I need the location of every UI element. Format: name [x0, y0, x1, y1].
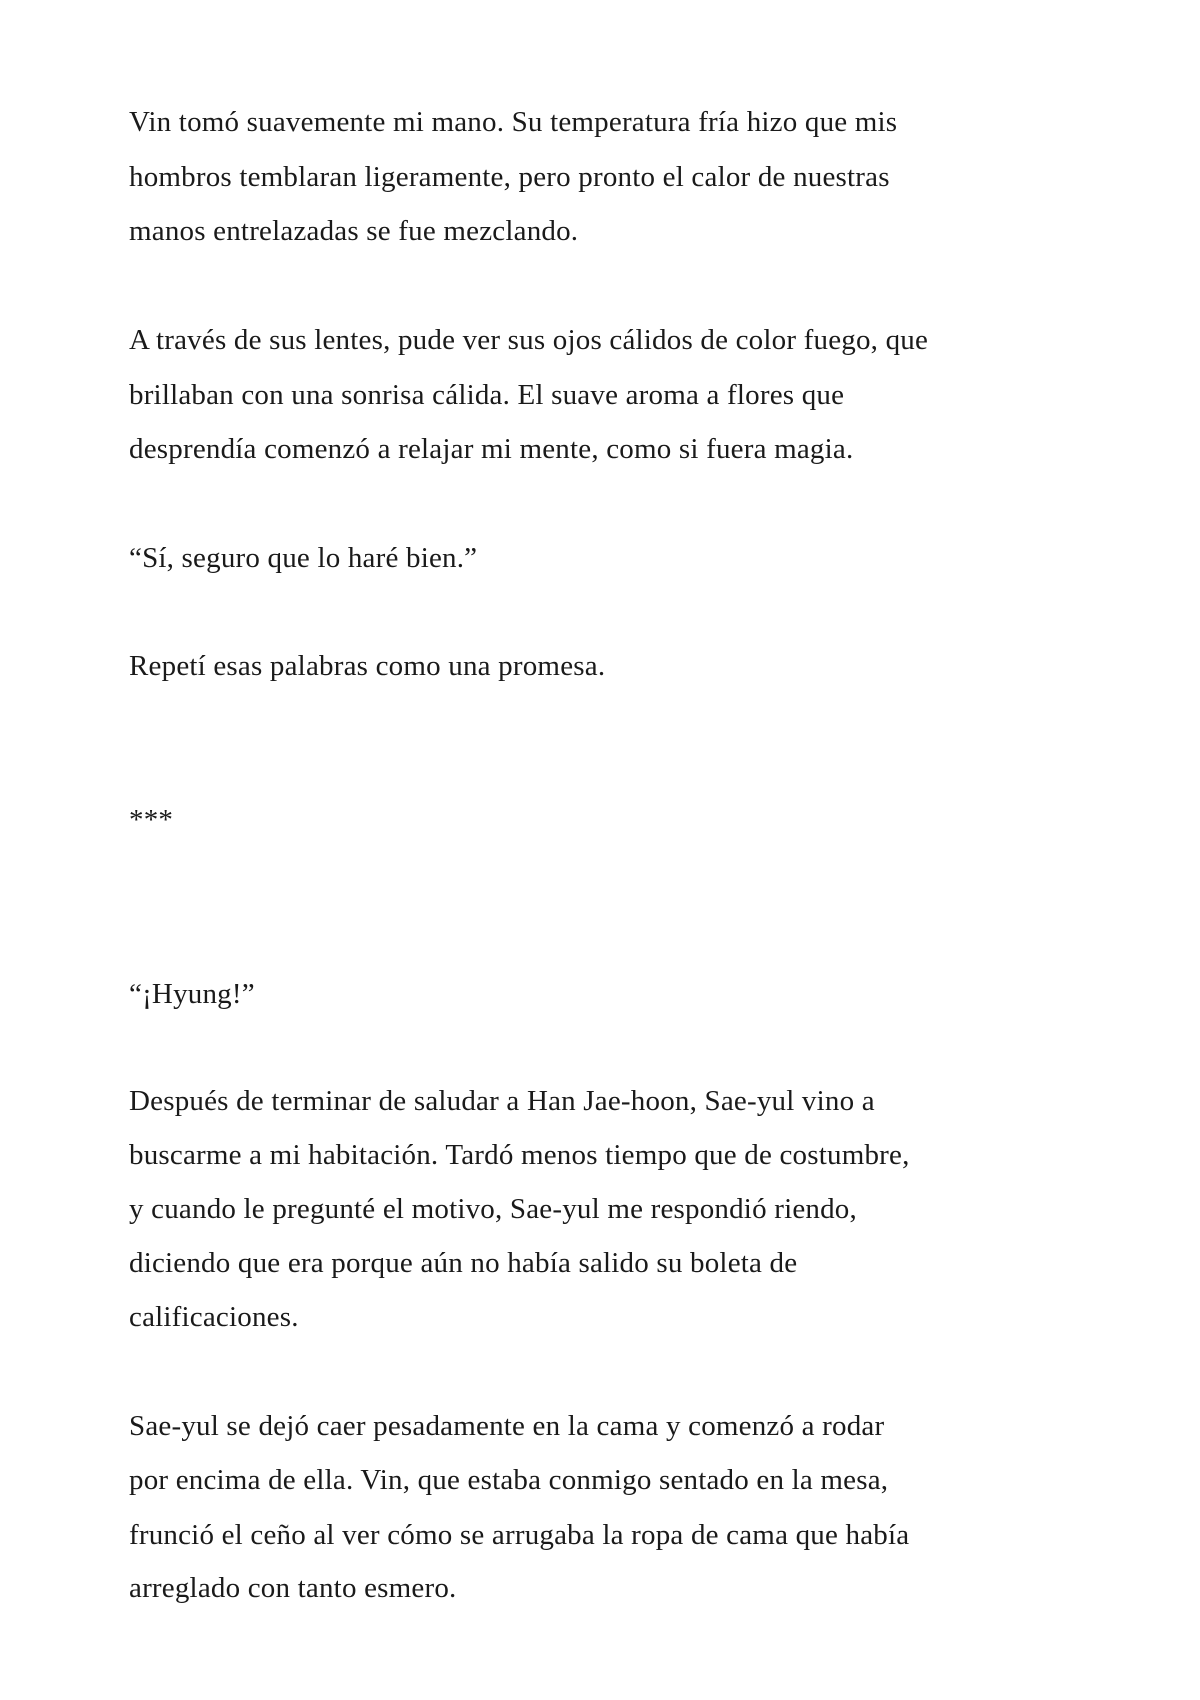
text-line: arreglado con tanto esmero.	[129, 1572, 457, 1604]
dialogue-line: “Sí, seguro que lo haré bien.”	[129, 542, 478, 574]
text-line: Después de terminar de saludar a Han Jae-hoon, Sae-yul vino a	[129, 1085, 875, 1117]
text-line: A través de sus lentes, pude ver sus ojos cálidos de color fuego, que	[129, 324, 929, 356]
text-line: brillaban con una sonrisa cálida. El suave aroma a flores que	[129, 379, 845, 411]
scene-break: ***	[129, 804, 174, 836]
text-line: Vin tomó suavemente mi mano. Su temperatura fría hizo que mis	[129, 106, 898, 138]
text-line: frunció el ceño al ver cómo se arrugaba la ropa de cama que había	[129, 1519, 910, 1551]
text-line: desprendía comenzó a relajar mi mente, como si fuera magia.	[129, 433, 854, 465]
text-line: y cuando le pregunté el motivo, Sae-yul me respondió riendo,	[129, 1193, 857, 1225]
text-line: diciendo que era porque aún no había salido su boleta de	[129, 1247, 798, 1279]
dialogue-line: “¡Hyung!”	[129, 978, 255, 1010]
text-line: por encima de ella. Vin, que estaba conmigo sentado en la mesa,	[129, 1464, 889, 1496]
text-line: hombros temblaran ligeramente, pero pronto el calor de nuestras	[129, 161, 890, 193]
text-line: Sae-yul se dejó caer pesadamente en la cama y comenzó a rodar	[129, 1410, 885, 1442]
text-line: buscarme a mi habitación. Tardó menos tiempo que de costumbre,	[129, 1139, 910, 1171]
text-line: calificaciones.	[129, 1301, 299, 1333]
text-line: manos entrelazadas se fue mezclando.	[129, 215, 579, 247]
text-line: Repetí esas palabras como una promesa.	[129, 650, 606, 682]
